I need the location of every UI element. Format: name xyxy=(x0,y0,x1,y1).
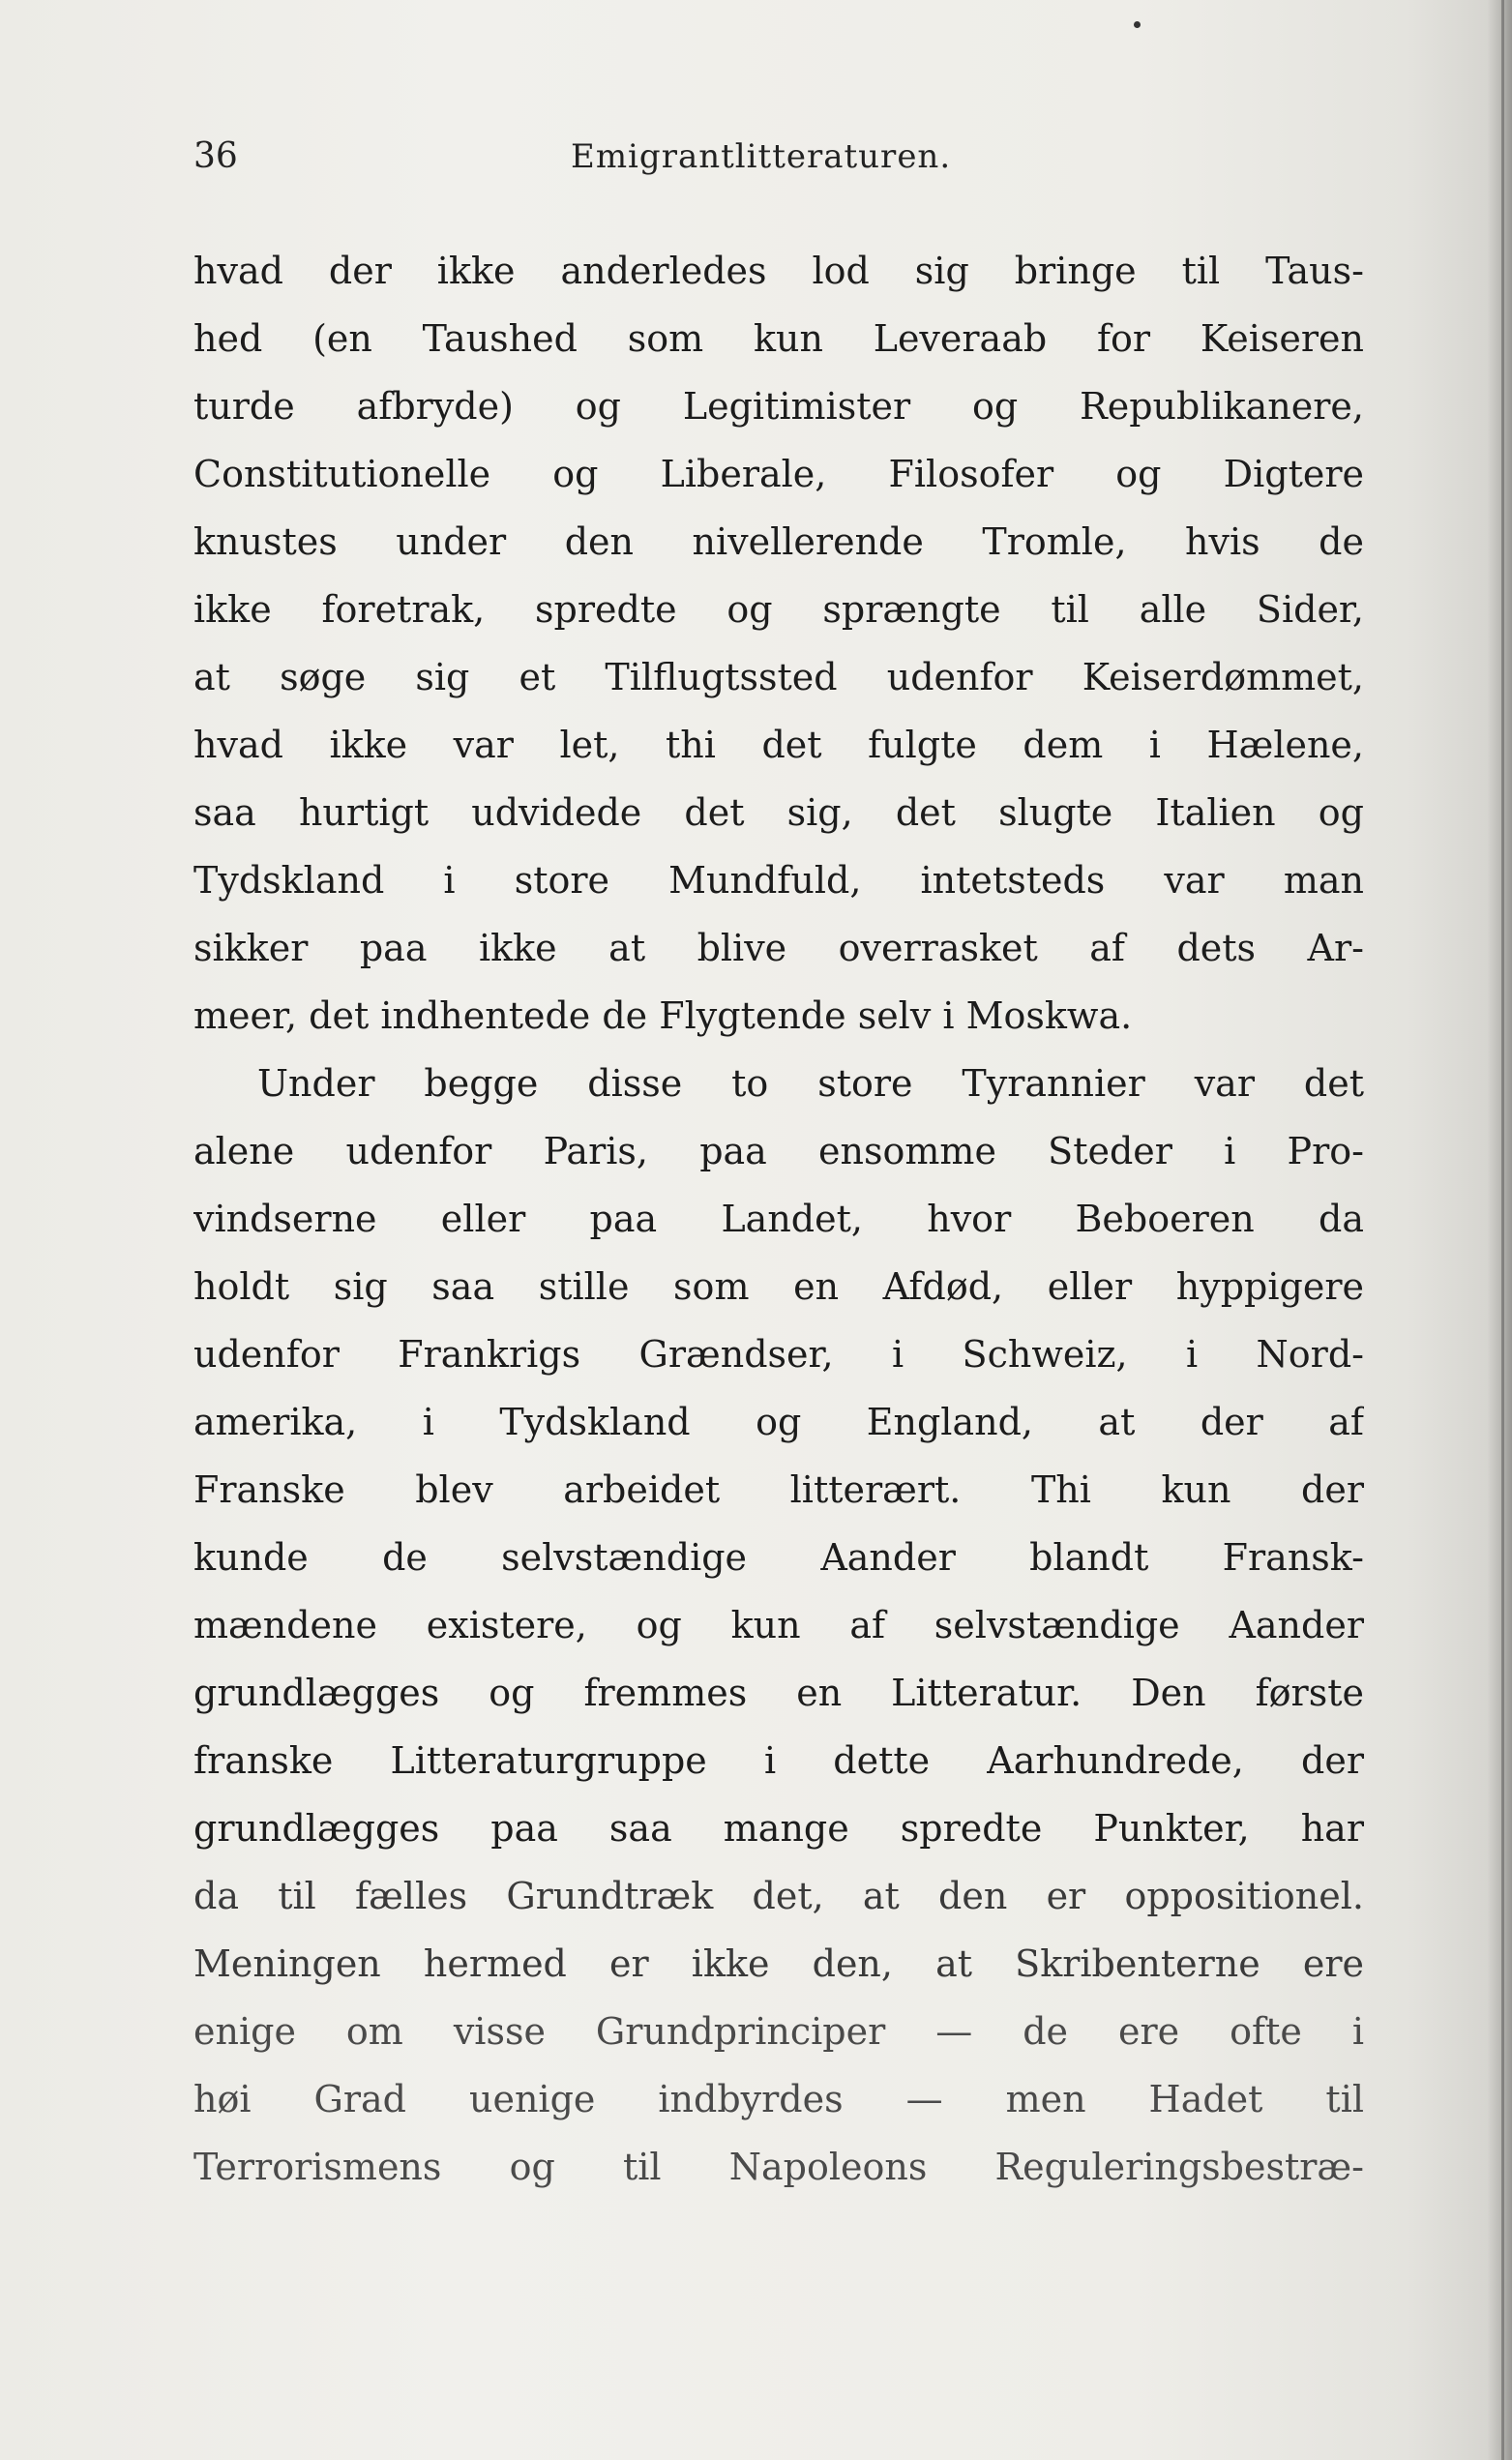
text-line: franske Litteraturgruppe i dette Aarhundrede, der xyxy=(193,1739,1364,1782)
text-line: saa hurtigt udvidede det sig, det slugte Italien og xyxy=(193,791,1364,834)
text-line: at søge sig et Tilflugtssted udenfor Keiserdømmet, xyxy=(193,656,1364,698)
page-edge-shadow xyxy=(1487,0,1512,2460)
text-line: Constitutionelle og Liberale, Filosofer og Digtere xyxy=(193,453,1364,495)
text-line: udenfor Frankrigs Grændser, i Schweiz, i Nord- xyxy=(193,1333,1364,1376)
page-edge-line xyxy=(1501,0,1504,2460)
text-line: amerika, i Tydskland og England, at der af xyxy=(193,1401,1364,1443)
text-line: hvad der ikke anderledes lod sig bringe til Taus- xyxy=(193,250,1364,292)
text-line: vindserne eller paa Landet, hvor Beboeren da xyxy=(193,1198,1364,1240)
page-number: 36 xyxy=(193,136,238,176)
body-text xyxy=(193,237,1364,2201)
text-line: knustes under den nivellerende Tromle, hvis de xyxy=(193,520,1364,563)
text-line: høi Grad uenige indbyrdes — men Hadet til xyxy=(193,2078,1364,2120)
text-line: hvad ikke var let, thi det fulgte dem i Hælene, xyxy=(193,724,1364,766)
text-line: Tydskland i store Mundfuld, intetsteds var man xyxy=(193,859,1364,902)
text-line: kunde de selvstændige Aander blandt Fransk- xyxy=(193,1536,1364,1579)
text-line: enige om visse Grundprinciper — de ere ofte i xyxy=(193,2010,1364,2053)
text-line: turde afbryde) og Legitimister og Republikanere, xyxy=(193,385,1364,428)
text-line: grundlægges og fremmes en Litteratur. Den første xyxy=(193,1672,1364,1714)
text-line: Terrorismens og til Napoleons Reguleringsbestræ- xyxy=(193,2146,1364,2188)
paragraph-start-line: Under begge disse to store Tyrannier var det xyxy=(257,1062,1364,1105)
running-title: Emigrantlitteraturen. xyxy=(571,137,952,176)
print-speck xyxy=(1134,21,1141,28)
text-line: Meningen hermed er ikke den, at Skribenterne ere xyxy=(193,1942,1364,1985)
text-line: mændene existere, og kun af selvstændige Aander xyxy=(193,1604,1364,1646)
text-line: hed (en Taushed som kun Leveraab for Keiseren xyxy=(193,317,1364,360)
text-line: holdt sig saa stille som en Afdød, eller hyppigere xyxy=(193,1265,1364,1308)
text-line: Franske blev arbeidet litterært. Thi kun der xyxy=(193,1468,1364,1511)
text-line: grundlægges paa saa mange spredte Punkter, har xyxy=(193,1807,1364,1850)
page-header xyxy=(193,128,1364,186)
text-line: alene udenfor Paris, paa ensomme Steder i Pro- xyxy=(193,1130,1364,1172)
text-line: sikker paa ikke at blive overrasket af dets Ar- xyxy=(193,927,1364,969)
paragraph-end-line: meer, det indhentede de Flygtende selv i Moskwa. xyxy=(193,994,1133,1037)
text-line: da til fælles Grundtræk det, at den er oppositionel. xyxy=(193,1875,1364,1917)
text-line: ikke foretrak, spredte og sprængte til alle Sider, xyxy=(193,588,1364,631)
